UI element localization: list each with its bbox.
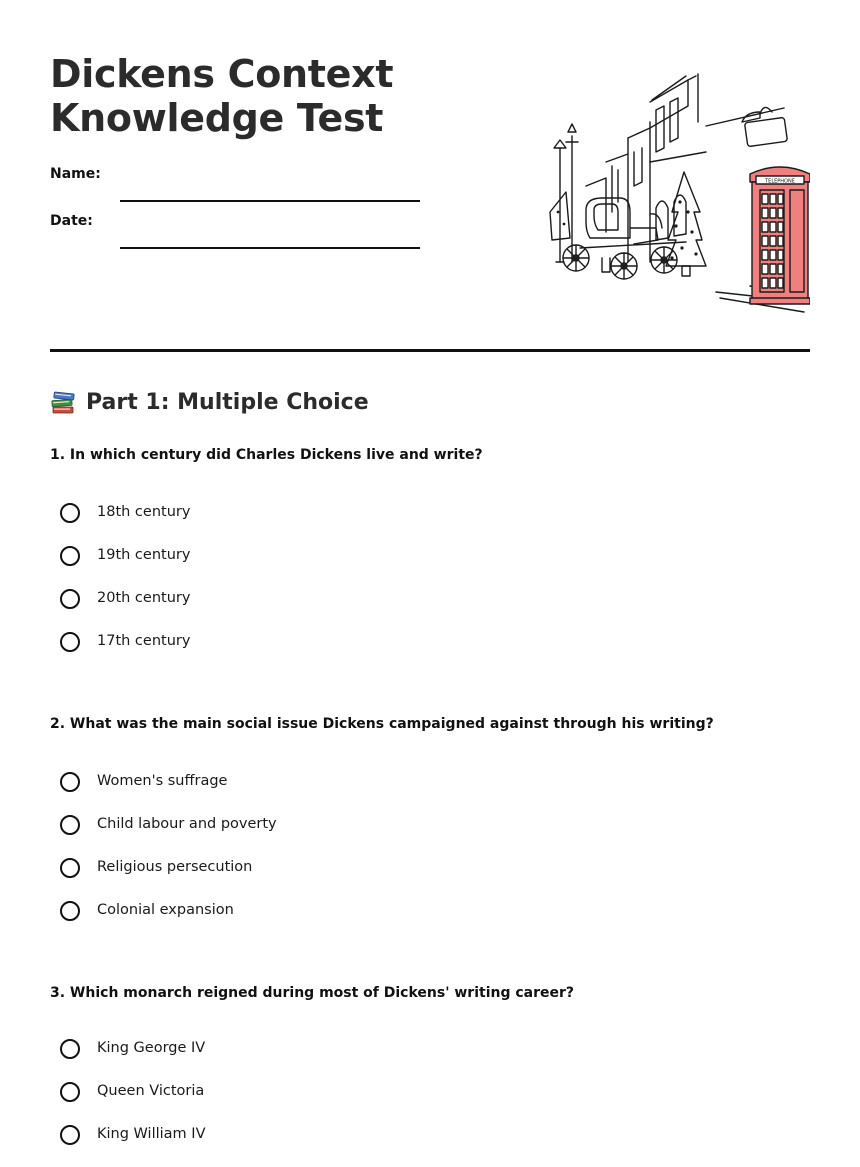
name-input[interactable]: [120, 182, 420, 202]
radio-button[interactable]: [60, 503, 80, 523]
option-item[interactable]: [60, 771, 277, 814]
option-label: Child labour and poverty: [97, 816, 277, 832]
option-item[interactable]: [60, 900, 277, 943]
radio-button[interactable]: [60, 1125, 80, 1145]
option-label: 17th century: [97, 633, 191, 649]
page-title: [50, 52, 393, 140]
option-label: 18th century: [97, 504, 191, 520]
title-line-2: Knowledge Test: [50, 96, 384, 140]
date-input[interactable]: [120, 229, 420, 249]
option-item[interactable]: [60, 502, 190, 545]
radio-button[interactable]: [60, 546, 80, 566]
question-3: [50, 984, 810, 1142]
header-divider: [50, 349, 810, 352]
radio-button[interactable]: [60, 589, 80, 609]
title-line-1: Dickens Context: [50, 52, 394, 96]
option-list: [60, 502, 190, 674]
option-item[interactable]: [60, 631, 190, 674]
radio-button[interactable]: [60, 772, 80, 792]
radio-button[interactable]: [60, 1039, 80, 1059]
option-label: King William IV: [97, 1126, 206, 1142]
radio-button[interactable]: [60, 1082, 80, 1102]
option-label: Colonial expansion: [97, 902, 234, 918]
option-list: [60, 771, 277, 943]
question-text: 2. What was the main social issue Dickens campaigned against through his writing?: [50, 716, 714, 732]
section-title-text: Part 1: Multiple Choice: [86, 389, 369, 415]
telephone-sign: TELEPHONE: [765, 178, 795, 185]
option-item[interactable]: [60, 588, 190, 631]
radio-button[interactable]: [60, 901, 80, 921]
radio-button[interactable]: [60, 858, 80, 878]
option-label: 19th century: [97, 547, 191, 563]
worksheet-header: [50, 0, 810, 352]
question-2: [50, 715, 810, 918]
question-text: 1. In which century did Charles Dickens live and write?: [50, 447, 483, 463]
radio-button[interactable]: [60, 815, 80, 835]
option-item[interactable]: [60, 857, 277, 900]
name-label: Name:: [50, 166, 101, 182]
question-1: [50, 446, 810, 649]
option-label: Queen Victoria: [97, 1083, 205, 1099]
option-label: Women's suffrage: [97, 773, 228, 789]
option-item[interactable]: [60, 1038, 206, 1081]
section-title: [50, 389, 369, 415]
date-label: Date:: [50, 213, 93, 229]
option-item[interactable]: [60, 814, 277, 857]
victorian-street-illustration: [546, 62, 810, 318]
name-field: [50, 166, 420, 190]
books-icon: [50, 389, 76, 415]
option-label: King George IV: [97, 1040, 206, 1056]
worksheet-page: [50, 0, 810, 1161]
option-item[interactable]: [60, 545, 190, 588]
option-label: 20th century: [97, 590, 191, 606]
question-text: 3. Which monarch reigned during most of Dickens' writing career?: [50, 985, 575, 1001]
radio-button[interactable]: [60, 632, 80, 652]
date-field: [50, 213, 420, 237]
option-item[interactable]: [60, 1081, 206, 1124]
option-label: Religious persecution: [97, 859, 253, 875]
option-list: [60, 1038, 206, 1167]
